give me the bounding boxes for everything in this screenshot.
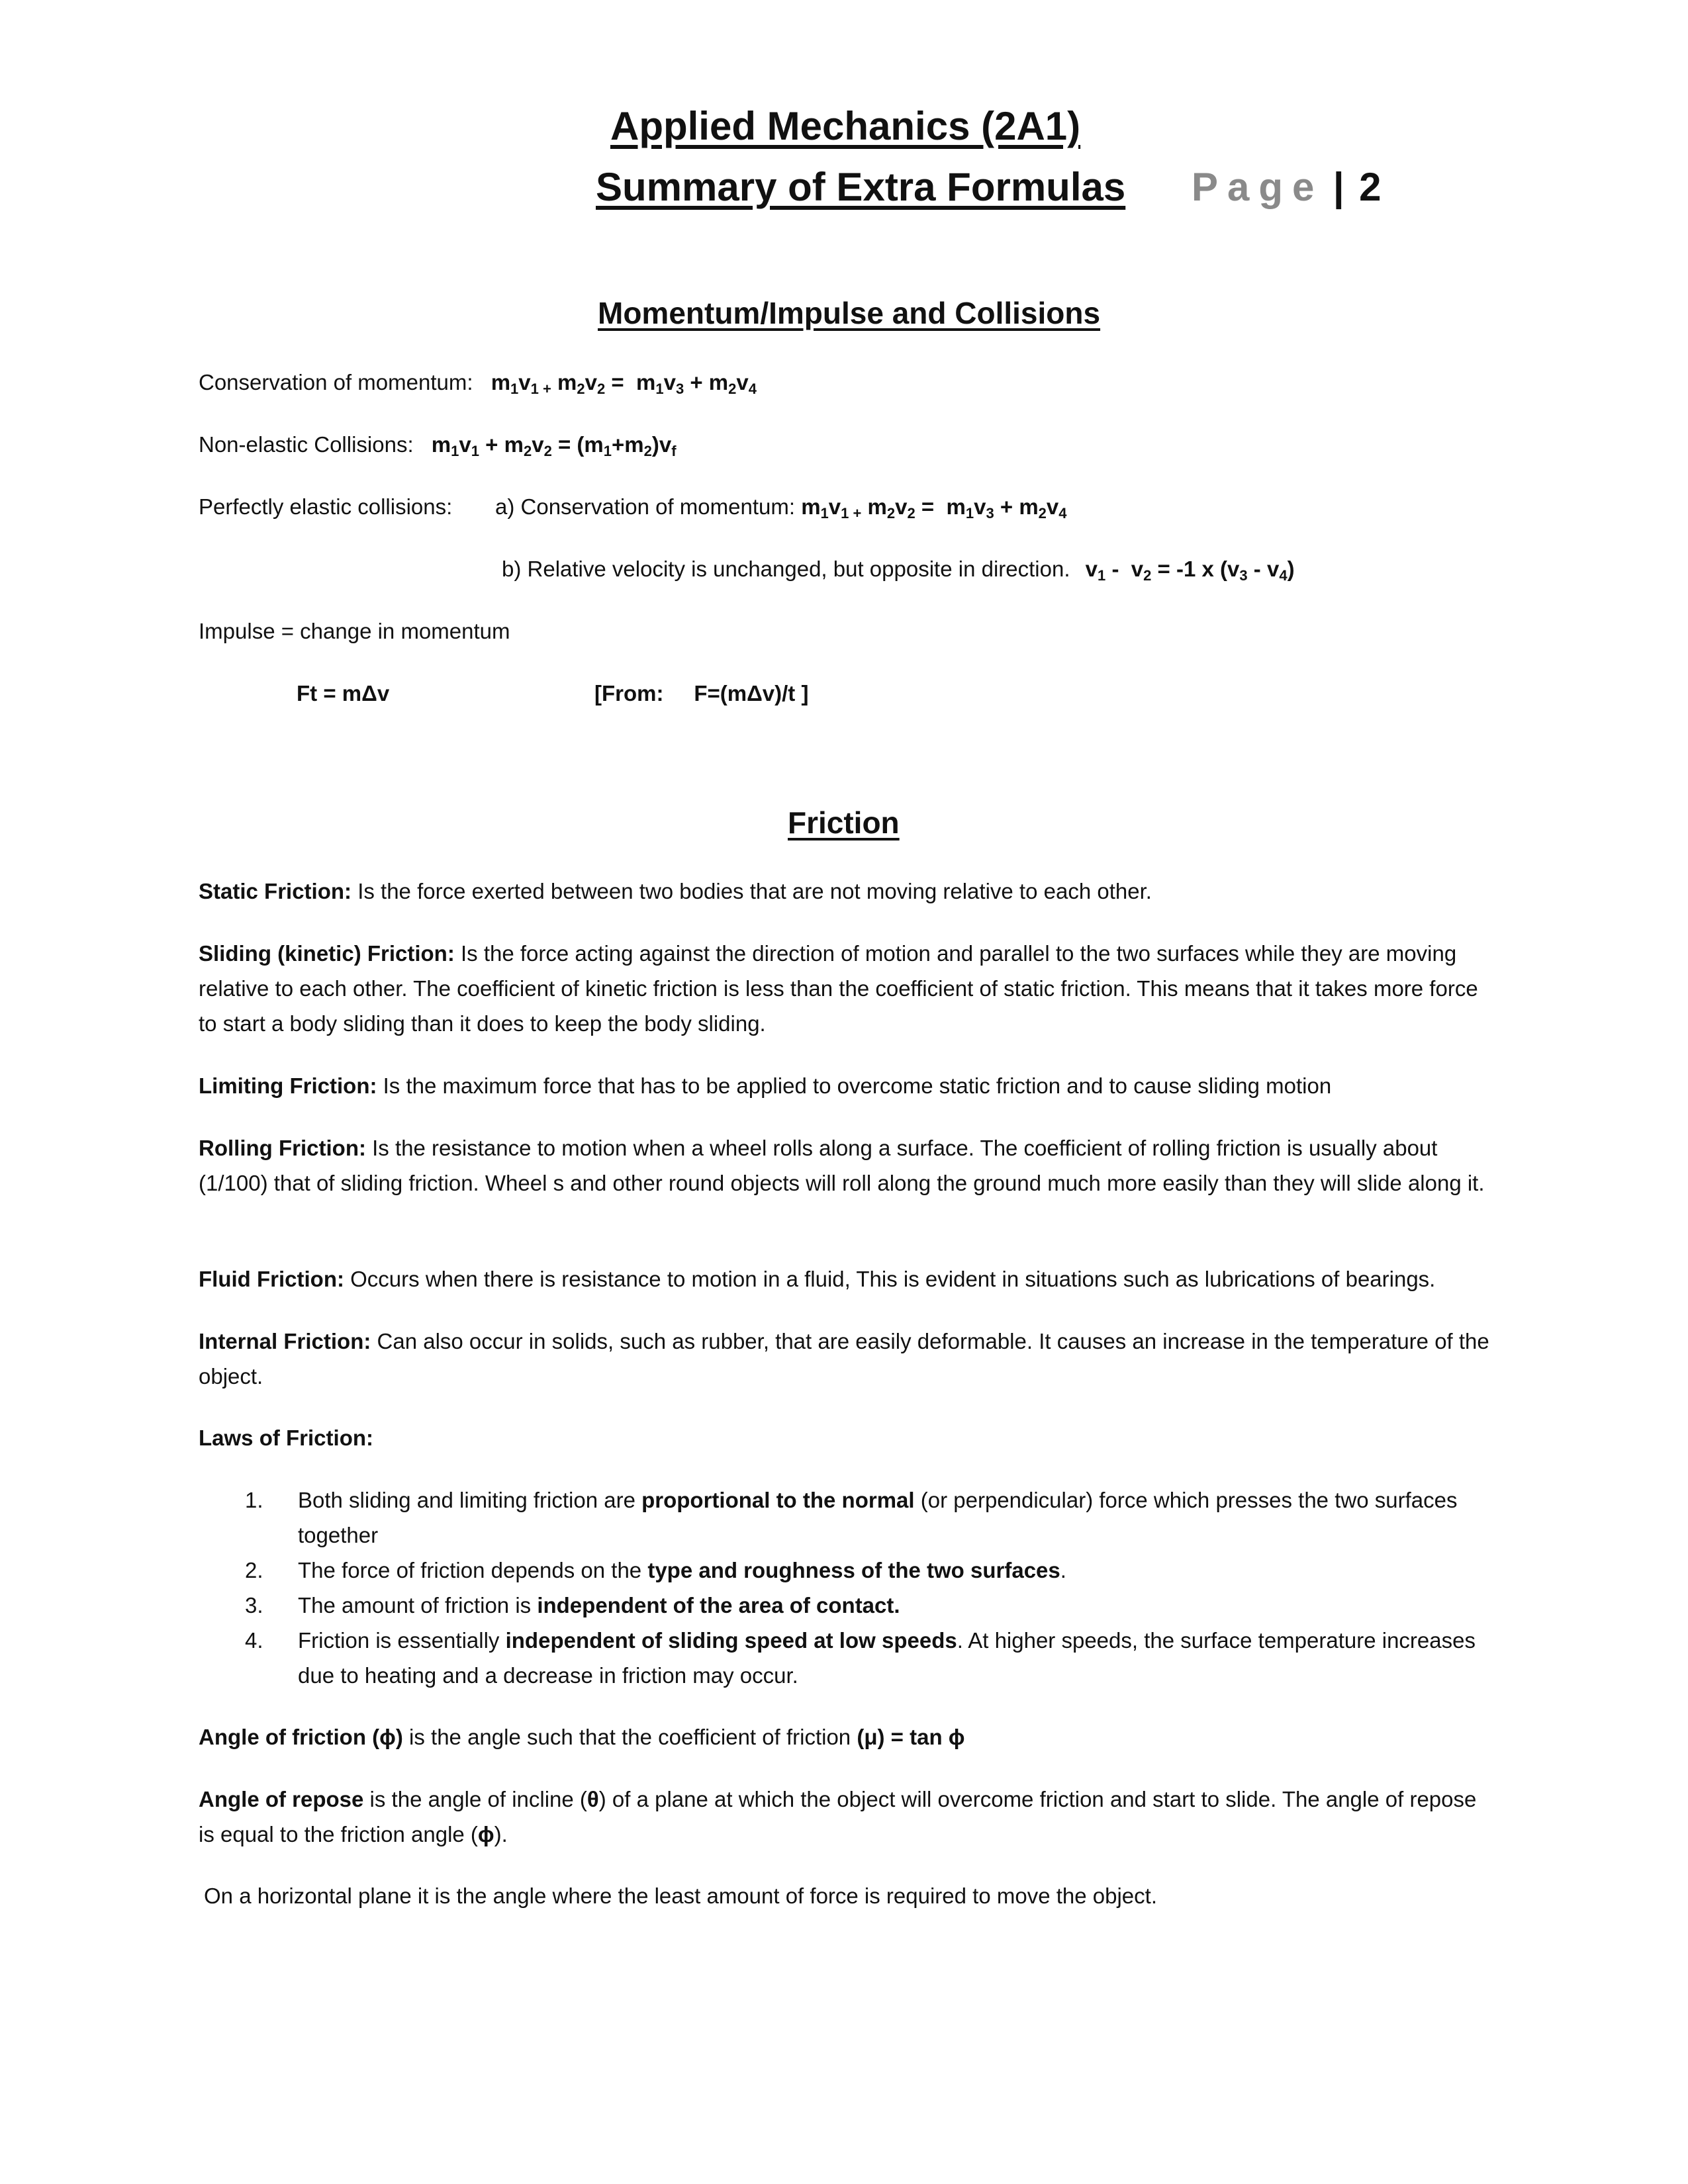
impulse-label: Impulse = change in momentum	[199, 619, 510, 643]
fluid-friction-text: Occurs when there is resistance to motion in a fluid, This is evident in situations such as lubrications of bearings.	[344, 1267, 1436, 1291]
page-label: Page	[1192, 165, 1324, 209]
laws-list	[199, 1482, 1496, 1693]
page-indicator	[1192, 164, 1382, 210]
impulse-source: [From: F=(mΔv)/t ]	[594, 681, 809, 705]
internal-friction-term: Internal Friction:	[199, 1329, 371, 1353]
list-item-number: 3.	[245, 1593, 263, 1617]
conservation-formula: $m_1v_{1 +}$ $m_2v_2 = m_1v_3 + m_2v_4$	[491, 370, 757, 397]
angle-of-repose-text: is the angle of incline (	[363, 1787, 587, 1811]
internal-friction-text: Can also occur in solids, such as rubber, that are easily deformable. It causes an increase in the temperature of the object.	[199, 1329, 1489, 1388]
list-item	[199, 1482, 1496, 1553]
list-item	[199, 1553, 1496, 1588]
rolling-friction-text: Is the resistance to motion when a wheel rolls along a surface. The coefficient of rolling friction is usually about (1/100) that of sliding friction. Wheel s and other round objects will roll along the ground much more easily than they will slide along it.	[199, 1136, 1485, 1195]
list-item-text: Both sliding and limiting friction are	[298, 1488, 642, 1512]
sliding-friction-text: Is the force acting against the direction of motion and parallel to the two surfaces while they are moving relative to each other. The coefficient of kinetic friction is less than the coefficient of static friction. This means that it takes more force to start a body sliding than it does to keep the body sliding.	[199, 941, 1478, 1036]
conservation-label: Conservation of momentum:	[199, 370, 473, 394]
static-friction-term: Static Friction:	[199, 879, 352, 903]
momentum-heading: Momentum/Impulse and Collisions	[598, 296, 1101, 330]
elastic-a-label: a) Conservation of momentum:	[495, 494, 796, 519]
laws-heading: Laws of Friction:	[199, 1426, 373, 1450]
limiting-friction-text: Is the maximum force that has to be applied to overcome static friction and to cause sliding motion	[377, 1073, 1332, 1098]
angle-of-friction-term: Angle of friction (ϕ)	[199, 1725, 403, 1749]
nonelastic-row	[199, 432, 677, 458]
angle-of-friction-text: is the angle such that the coefficient of friction	[402, 1725, 857, 1749]
angle-of-friction-paragraph	[199, 1719, 1496, 1754]
elastic-a-row	[495, 494, 1067, 520]
list-item-text: Friction is essentially	[298, 1628, 506, 1653]
static-friction-paragraph	[199, 874, 1496, 909]
limiting-friction-paragraph	[199, 1068, 1496, 1103]
elastic-label: Perfectly elastic collisions:	[199, 494, 453, 519]
elastic-b-formula: $v_1 - v_2 = -1$ x $(v_3 - v_4)$	[1085, 557, 1295, 584]
friction-heading: Friction	[788, 805, 900, 840]
list-item-text: . At higher speeds, the surface temperature increases due to heating and a decrease in friction may occur.	[298, 1628, 1476, 1688]
list-item	[199, 1588, 1496, 1623]
conservation-row	[199, 369, 757, 396]
document-title: Applied Mechanics (2A1)	[610, 104, 1081, 148]
angle-of-friction-formula: (μ) = tan ϕ	[857, 1725, 965, 1749]
limiting-friction-term: Limiting Friction:	[199, 1073, 377, 1098]
fluid-friction-term: Fluid Friction:	[199, 1267, 344, 1291]
list-item	[199, 1623, 1496, 1693]
phi-symbol: ϕ	[477, 1822, 494, 1846]
elastic-a-formula: $m_1v_{1 +}$ $m_2v_2 = m_1v_3 + m_2v_4$	[801, 494, 1067, 522]
sliding-friction-term: Sliding (kinetic) Friction:	[199, 941, 455, 966]
list-item-emphasis: proportional to the normal	[641, 1488, 915, 1512]
list-item-text: (or perpendicular) force which presses the two surfaces together	[298, 1488, 1458, 1547]
elastic-b-label: b) Relative velocity is unchanged, but opposite in direction.	[502, 557, 1070, 581]
fluid-friction-paragraph	[199, 1261, 1496, 1297]
document-subtitle: Summary of Extra Formulas	[596, 165, 1126, 209]
list-item-emphasis: independent of the area of contact.	[537, 1593, 900, 1617]
nonelastic-formula: $m_1v_1 + m_2v_2 = (m_1+m_2)v_f$	[431, 432, 677, 459]
impulse-formula: Ft = mΔv	[297, 681, 390, 705]
list-item-number: 1.	[245, 1488, 263, 1512]
list-item-text: The amount of friction is	[298, 1593, 538, 1617]
angle-of-repose-term: Angle of repose	[199, 1787, 364, 1811]
theta-symbol: θ	[586, 1787, 599, 1811]
rolling-friction-paragraph	[199, 1130, 1496, 1201]
angle-of-repose-text: ).	[494, 1822, 508, 1846]
list-item-emphasis: independent of sliding speed at low speeds	[505, 1628, 957, 1653]
elastic-b-row	[502, 556, 1295, 582]
list-item-emphasis: type and roughness of the two surfaces	[647, 1558, 1060, 1582]
sliding-friction-paragraph	[199, 936, 1496, 1041]
angle-of-repose-paragraph	[199, 1782, 1496, 1852]
list-item-text: .	[1060, 1558, 1066, 1582]
page-number: 2	[1359, 165, 1382, 209]
list-item-number: 4.	[245, 1628, 263, 1653]
static-friction-text: Is the force exerted between two bodies that are not moving relative to each other.	[352, 879, 1152, 903]
page-separator: |	[1333, 165, 1344, 209]
nonelastic-label: Non-elastic Collisions:	[199, 432, 414, 457]
list-item-number: 2.	[245, 1558, 263, 1582]
angle-of-repose-text: ) of a plane at which the object will overcome friction and start to slide. The angle of repose is equal to the friction angle (	[199, 1787, 1477, 1846]
internal-friction-paragraph	[199, 1324, 1496, 1394]
rolling-friction-term: Rolling Friction:	[199, 1136, 366, 1160]
list-item-text: The force of friction depends on the	[298, 1558, 648, 1582]
horizontal-plane-paragraph: On a horizontal plane it is the angle where the least amount of force is required to move the object.	[204, 1884, 1157, 1908]
